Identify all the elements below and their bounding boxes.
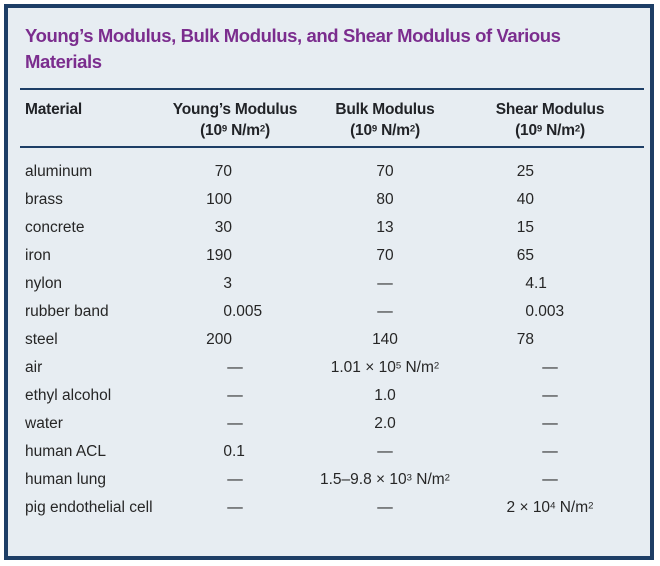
material-cell: nylon — [25, 275, 63, 292]
young-value: 0 .005 — [223, 303, 263, 320]
table-card — [4, 4, 654, 560]
column-label: Bulk Modulus — [335, 101, 435, 118]
shear-value: 25 — [516, 163, 534, 180]
table-row — [20, 466, 644, 494]
shear-value: 40 — [516, 191, 534, 208]
column-header-material — [20, 99, 160, 120]
table-title: Young’s Modulus, Bulk Modulus, and Shear Modulus of Various Materials — [25, 25, 561, 72]
column-header-young — [160, 99, 310, 141]
column-header-bulk — [310, 99, 460, 141]
young-value: — — [227, 415, 243, 432]
shear-value: — — [542, 415, 558, 432]
table-row — [20, 326, 644, 354]
table-row — [20, 214, 644, 242]
young-value: 0 .1 — [223, 443, 245, 460]
table-row — [20, 186, 644, 214]
column-label: Young’s Modulus — [172, 101, 298, 118]
table-row — [20, 242, 644, 270]
young-value: 190 — [206, 247, 232, 264]
table-row — [20, 382, 644, 410]
table-row — [20, 494, 644, 522]
shear-value: — — [542, 471, 558, 488]
table-row — [20, 410, 644, 438]
material-cell: human ACL — [25, 443, 106, 460]
young-value: 3 — [223, 275, 232, 292]
material-cell: steel — [25, 331, 58, 348]
material-cell: aluminum — [25, 163, 93, 180]
table-body — [8, 158, 650, 522]
material-cell: concrete — [25, 219, 85, 236]
material-cell: iron — [25, 247, 51, 264]
young-value: 100 — [206, 191, 232, 208]
material-cell: pig endothelial cell — [25, 499, 153, 516]
table-row — [20, 438, 644, 466]
young-value: — — [227, 359, 243, 376]
shear-value: $2 \times 10^4$ $N/m^2$ — [506, 499, 594, 516]
column-unit: ($10^9$ $N/m^2$) — [515, 122, 585, 139]
bulk-value: — — [377, 275, 393, 292]
table-row — [20, 354, 644, 382]
material-cell: water — [25, 415, 63, 432]
bulk-value: 2.0 — [374, 415, 396, 432]
bulk-value: 1.0 — [374, 387, 396, 404]
young-value: 30 — [214, 219, 232, 236]
table-row — [20, 158, 644, 186]
young-value: — — [227, 387, 243, 404]
bulk-value: — — [377, 499, 393, 516]
shear-value: 15 — [516, 219, 534, 236]
young-value: 200 — [206, 331, 232, 348]
header-divider — [20, 146, 644, 148]
table-header — [20, 99, 644, 141]
material-cell: ethyl alcohol — [25, 387, 112, 404]
table-row — [20, 298, 644, 326]
shear-value: 65 — [516, 247, 534, 264]
column-header-shear — [460, 99, 640, 141]
column-label: Material — [25, 101, 82, 118]
bulk-value: 70 — [376, 163, 394, 180]
column-unit: ($10^9$ $N/m^2$) — [350, 122, 420, 139]
column-unit: ($10^9$ $N/m^2$) — [200, 122, 270, 139]
bulk-value: 70 — [376, 247, 394, 264]
material-cell: human lung — [25, 471, 107, 488]
material-cell: rubber band — [25, 303, 109, 320]
bulk-value: $1.5-9.8 \times 10^3$ $N/m^2$ — [319, 471, 451, 488]
bulk-value: — — [377, 443, 393, 460]
young-value: — — [227, 499, 243, 516]
bulk-value: 13 — [376, 219, 394, 236]
bulk-value: $1.01 \times 10^5$ $N/m^2$ — [330, 359, 440, 376]
shear-value: 78 — [516, 331, 534, 348]
material-cell: brass — [25, 191, 63, 208]
title-divider — [20, 88, 644, 90]
shear-value: — — [542, 359, 558, 376]
young-value: — — [227, 471, 243, 488]
material-cell: air — [25, 359, 43, 376]
column-label: Shear Modulus — [495, 101, 605, 118]
shear-value: 0 .003 — [525, 303, 565, 320]
bulk-value: 140 — [372, 331, 398, 348]
shear-value: — — [542, 387, 558, 404]
bulk-value: — — [377, 303, 393, 320]
bulk-value: 80 — [376, 191, 394, 208]
table-row — [20, 270, 644, 298]
shear-value: 4 .1 — [525, 275, 547, 292]
young-value: 70 — [214, 163, 232, 180]
shear-value: — — [542, 443, 558, 460]
